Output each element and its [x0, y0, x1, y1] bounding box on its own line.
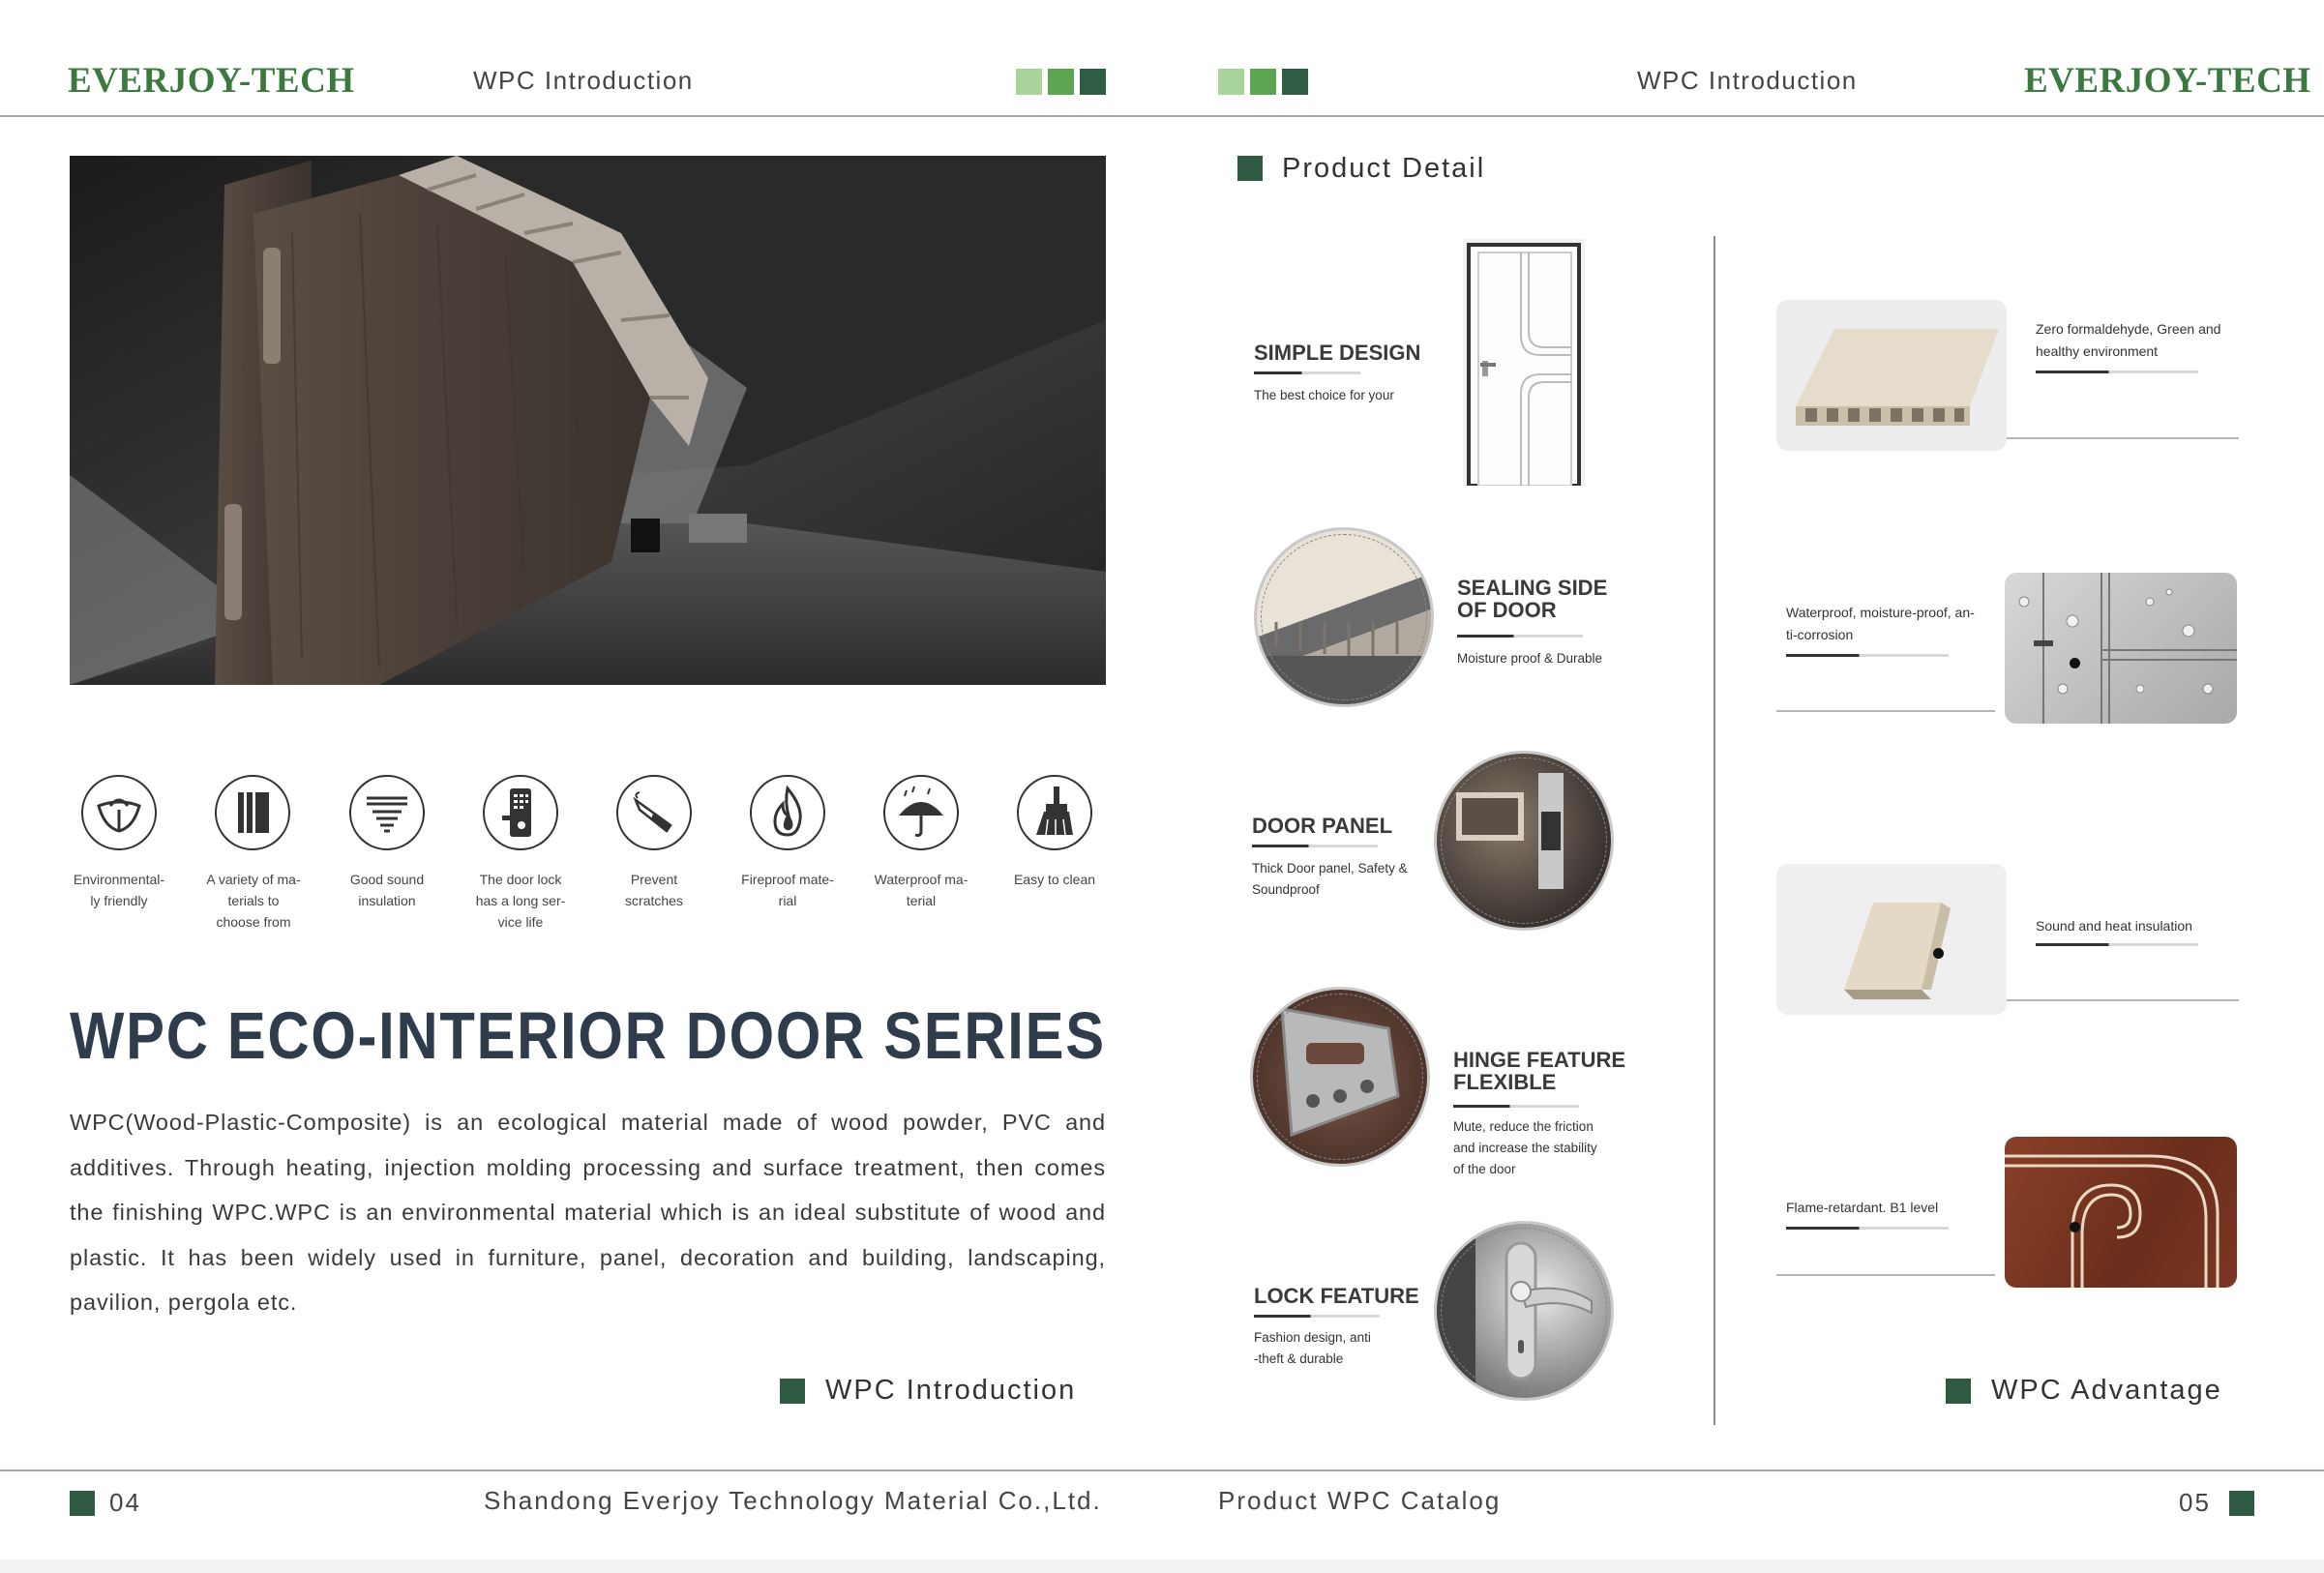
feature-title: SIMPLE DESIGN [1254, 341, 1421, 365]
header-title-left: WPC Introduction [473, 66, 694, 95]
footer-band [0, 1559, 2324, 1573]
feature-desc: Thick Door panel, Safety & Soundproof [1252, 861, 1408, 897]
callout-leader [2007, 999, 2239, 1001]
door-lock-icon [483, 775, 558, 850]
icon-caption: The door lock has a long ser- vice life [475, 872, 566, 930]
woodgrain-door-image [2005, 1137, 2237, 1288]
knife-icon [616, 775, 692, 850]
sealing-side-image [1254, 527, 1434, 707]
section-title-product-detail: Product Detail [1282, 153, 1486, 184]
icon-caption: Fireproof mate- rial [741, 872, 834, 908]
feature-title: SEALING SIDE OF DOOR [1457, 576, 1608, 622]
callout-dot [1933, 948, 1944, 959]
advantage-underline [2036, 371, 2198, 373]
header-square [1218, 69, 1244, 95]
page-number-left: 04 [109, 1488, 141, 1517]
wpc-profile-image [1776, 300, 2007, 451]
waterproof-door-image [2005, 573, 2237, 724]
callout-leader [2007, 437, 2239, 439]
advantage-underline [2036, 943, 2198, 946]
feature-desc: Fashion design, anti -theft & durable [1254, 1330, 1371, 1366]
advantage-desc: Sound and heat insulation [2036, 918, 2192, 934]
feature-underline [1252, 845, 1378, 847]
callout-dot [2070, 658, 2080, 668]
icon-caption: Easy to clean [1013, 872, 1096, 887]
section-marker [1946, 1379, 1971, 1404]
brush-icon [1017, 775, 1092, 850]
leaf-icon [81, 775, 157, 850]
feature-desc: The best choice for your [1254, 388, 1394, 402]
header-square [1250, 69, 1276, 95]
feature-title: LOCK FEATURE [1254, 1284, 1419, 1308]
header-square [1282, 69, 1308, 95]
column-divider [1713, 236, 1715, 1425]
brand-logo-left: EVERJOY-TECH [68, 61, 355, 101]
header-square [1016, 69, 1042, 95]
header-square [1080, 69, 1106, 95]
callout-leader [1776, 1274, 1995, 1276]
icon-caption: Waterproof ma- terial [874, 872, 968, 908]
door-product-image [1463, 239, 1585, 486]
section-label-intro: WPC Introduction [825, 1375, 1077, 1406]
panels-icon [215, 775, 290, 850]
hero-door-image [70, 156, 1106, 685]
icon-caption: Environmental- ly friendly [73, 872, 165, 908]
header-square [1048, 69, 1074, 95]
lock-image [1434, 1221, 1614, 1401]
sound-icon [349, 775, 425, 850]
feature-desc: Moisture proof & Durable [1457, 651, 1603, 666]
advantage-desc: Flame-retardant. B1 level [1786, 1200, 1939, 1215]
feature-underline [1254, 1315, 1380, 1318]
advantage-desc: Waterproof, moisture-proof, an- ti-corrosion [1786, 605, 1975, 642]
header-title-right: WPC Introduction [1637, 66, 1858, 95]
callout-leader [1776, 710, 1995, 712]
section-marker [780, 1379, 805, 1404]
feature-desc: Mute, reduce the friction and increase the stability of the door [1453, 1119, 1597, 1176]
hinge-image [1250, 987, 1430, 1167]
feature-title: DOOR PANEL [1252, 814, 1393, 838]
icon-caption: A variety of ma- terials to choose from [206, 872, 301, 930]
footer-rule [0, 1469, 2324, 1471]
main-title: WPC ECO-INTERIOR DOOR SERIES [70, 998, 1106, 1073]
flame-icon [750, 775, 825, 850]
feature-underline [1453, 1105, 1579, 1108]
feature-title: HINGE FEATURE FLEXIBLE [1453, 1048, 1626, 1094]
advantage-desc: Zero formaldehyde, Green and healthy environment [2036, 321, 2221, 359]
page-number-right: 05 [2179, 1488, 2211, 1517]
door-frame-profile-image [1776, 864, 2007, 1015]
section-label-advantage: WPC Advantage [1991, 1375, 2222, 1406]
door-panel-image [1434, 751, 1614, 931]
intro-paragraph: WPC(Wood-Plastic-Composite) is an ecological material made of wood powder, PVC and additives. Through heating, injection molding processing and surface treatment, then comes the finishing WPC.WPC is an environmental material which is an ideal substitute of wood and plastic. It has been widely used in furniture, panel, decoration and building, landscaping, pavilion, pergola etc. [70, 1110, 1106, 1315]
header-rule [0, 115, 2324, 117]
advantage-underline [1786, 654, 1949, 657]
callout-dot [2070, 1222, 2080, 1232]
footer-marker-left [70, 1491, 95, 1516]
feature-underline [1457, 635, 1583, 638]
brand-logo-right: EVERJOY-TECH [2024, 61, 2311, 101]
feature-underline [1254, 371, 1360, 374]
footer-company: Shandong Everjoy Technology Material Co.,Ltd. [484, 1486, 1102, 1515]
icon-caption: Prevent scratches [625, 872, 683, 908]
umbrella-icon [883, 775, 959, 850]
advantage-underline [1786, 1227, 1949, 1230]
section-marker [1237, 156, 1263, 181]
footer-marker-right [2229, 1491, 2254, 1516]
icon-caption: Good sound insulation [349, 872, 425, 908]
footer-catalog: Product WPC Catalog [1218, 1486, 1502, 1515]
